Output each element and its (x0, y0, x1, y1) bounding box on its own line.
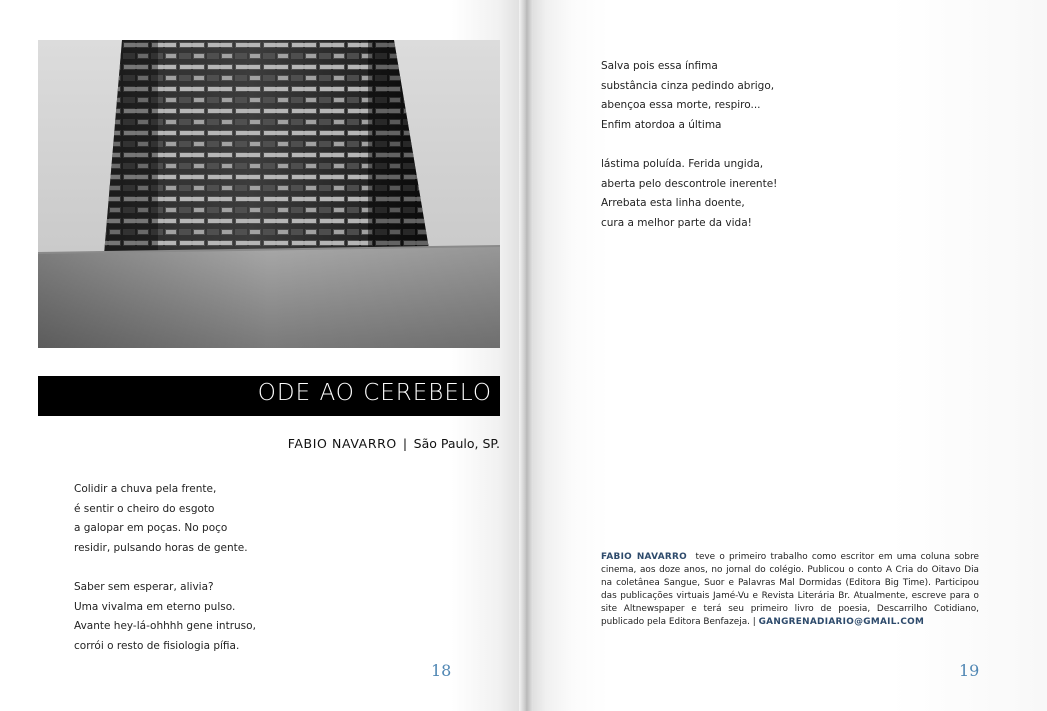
byline-location: São Paulo, SP. (413, 436, 500, 451)
poem-left (74, 480, 256, 656)
poem-line: abençoa essa morte, respiro... (601, 99, 761, 111)
poem-line: Arrebata esta linha doente, (601, 197, 745, 209)
byline (288, 436, 500, 451)
poem-line: Enfim atordoa a última (601, 118, 722, 131)
poem-line: Colidir a chuva pela frente, (74, 483, 217, 495)
byline-author: FABIO NAVARRO (287, 436, 397, 451)
poem-line: Avante hey-lá-ohhhh gene intruso, (74, 620, 256, 632)
page-number-right: 19 (959, 661, 980, 680)
bio-email[interactable]: GANGRENADIARIO@GMAIL.COM (758, 616, 925, 627)
poem-line: Salva pois essa ínfima (601, 60, 718, 72)
poem-line: substância cinza pedindo abrigo, (601, 79, 775, 92)
poem-line: lástima poluída. Ferida ungida, (601, 158, 764, 170)
tower-photo (38, 40, 500, 348)
poem-line: Saber sem esperar, alivia? (74, 581, 214, 593)
author-bio (601, 551, 979, 628)
page-number-left: 18 (431, 661, 452, 680)
bio-text: teve o primeiro trabalho como escritor em uma coluna sobre cinema, aos doze anos, no jornal do colégio. Publicou o conto A Cria do Oitavo Dia na coletânea Sangue, Suor e Palavras Mal Dormidas (Editora Big Time). Participou das publicações virtuais Jamé-Vu e Revista Literária Br. Atualmente, escreve para o site Altnewspaper e terá seu primeiro livro de poesia, Descarrilho Cotidiano, publicado pela Editora Benfazeja. | (601, 552, 979, 627)
bio-author: FABIO NAVARRO (601, 552, 687, 562)
book-spine (519, 0, 533, 711)
poem-line: aberta pelo descontrole inerente! (601, 177, 778, 190)
title-bar (38, 376, 500, 416)
poem-line: a galopar em poças. No poço (74, 522, 228, 534)
poem-line: corrói o resto de fisiologia pífia. (74, 639, 240, 652)
poem-right (601, 57, 777, 233)
byline-separator: | (402, 436, 408, 451)
article-title: ODE AO CEREBELO (257, 380, 492, 406)
poem-line: Uma vivalma em eterno pulso. (74, 600, 236, 613)
right-page (525, 0, 1047, 711)
poem-line: residir, pulsando horas de gente. (74, 541, 248, 554)
poem-line: cura a melhor parte da vida! (601, 216, 752, 229)
poem-line: é sentir o cheiro do esgoto (74, 502, 215, 515)
